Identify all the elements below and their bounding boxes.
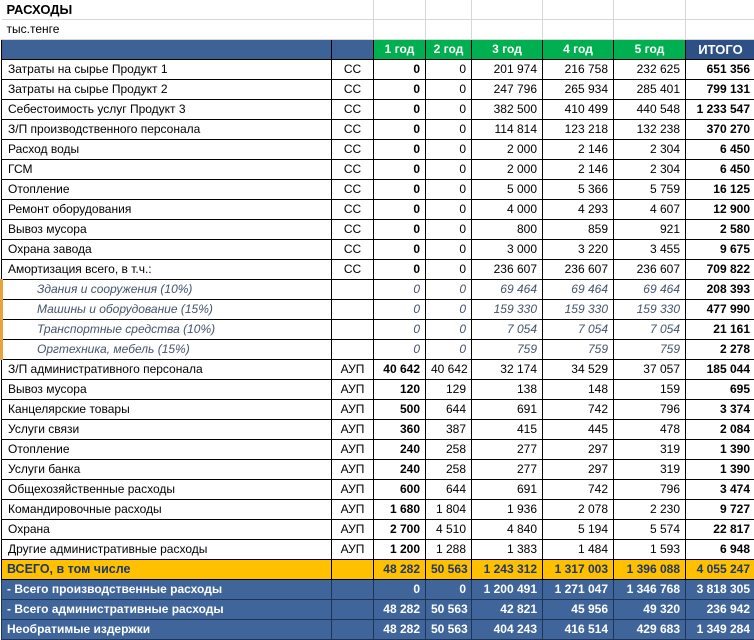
empty-cell — [472, 20, 543, 40]
header-year-3[interactable]: 3 год — [472, 40, 543, 60]
table-row — [2, 340, 754, 360]
table-row — [2, 460, 754, 480]
cell-label[interactable]: Вывоз мусора — [2, 380, 332, 400]
cell-year-3[interactable]: 201 974 — [472, 60, 543, 80]
cell-year-2[interactable]: 0 — [426, 180, 472, 200]
cell-category[interactable]: СС — [332, 200, 374, 220]
cell-total[interactable]: 1 349 284 — [686, 620, 754, 640]
cell-year-5[interactable]: 1 346 768 — [614, 580, 686, 600]
cell-year-3[interactable]: 247 796 — [472, 80, 543, 100]
summary-row — [2, 620, 754, 640]
cell-category[interactable] — [332, 560, 374, 580]
cell-year-5[interactable]: 319 — [614, 460, 686, 480]
cell-label[interactable]: Охрана — [2, 520, 332, 540]
table-row — [2, 120, 754, 140]
table-row — [2, 440, 754, 460]
cell-year-4[interactable]: 5 194 — [543, 520, 614, 540]
cell-total[interactable]: 1 233 547 — [686, 100, 754, 120]
cell-year-2[interactable]: 644 — [426, 400, 472, 420]
cell-year-5[interactable]: 232 625 — [614, 60, 686, 80]
cell-year-5[interactable]: 2 230 — [614, 500, 686, 520]
cell-total[interactable]: 12 900 — [686, 200, 754, 220]
cell-label[interactable]: - Всего производственные расходы — [2, 580, 332, 600]
cell-category[interactable]: АУП — [332, 520, 374, 540]
cell-year-4[interactable]: 69 464 — [543, 280, 614, 300]
cell-year-3[interactable]: 138 — [472, 380, 543, 400]
cell-year-2[interactable]: 0 — [426, 580, 472, 600]
cell-year-1[interactable]: 0 — [374, 320, 426, 340]
cell-category[interactable]: АУП — [332, 400, 374, 420]
table-row — [2, 80, 754, 100]
cell-total[interactable]: 6 450 — [686, 140, 754, 160]
cell-year-1[interactable]: 0 — [374, 140, 426, 160]
cell-year-4[interactable]: 1 484 — [543, 540, 614, 560]
cell-year-3[interactable]: 5 000 — [472, 180, 543, 200]
cell-total[interactable]: 3 474 — [686, 480, 754, 500]
cell-year-5[interactable]: 429 683 — [614, 620, 686, 640]
cell-year-4[interactable]: 216 758 — [543, 60, 614, 80]
cell-total[interactable]: 6 948 — [686, 540, 754, 560]
empty-cell — [426, 0, 472, 20]
empty-cell — [374, 20, 426, 40]
cell-year-3[interactable]: 42 821 — [472, 600, 543, 620]
cell-year-1[interactable]: 0 — [374, 60, 426, 80]
cell-label[interactable]: Канцелярские товары — [2, 400, 332, 420]
empty-cell — [686, 20, 754, 40]
cell-label[interactable]: Необратимые издержки — [2, 620, 332, 640]
cell-year-1[interactable]: 0 — [374, 180, 426, 200]
cell-year-2[interactable]: 387 — [426, 420, 472, 440]
cell-year-4[interactable]: 7 054 — [543, 320, 614, 340]
cell-label[interactable]: ВСЕГО, в том числе — [2, 560, 332, 580]
cell-year-3[interactable]: 32 174 — [472, 360, 543, 380]
table-row — [2, 520, 754, 540]
cell-label[interactable]: Оргтехника, мебель (15%) — [2, 340, 332, 360]
header-year-2[interactable]: 2 год — [426, 40, 472, 60]
cell-year-2[interactable]: 0 — [426, 100, 472, 120]
cell-year-3[interactable]: 277 — [472, 460, 543, 480]
cell-category[interactable]: СС — [332, 240, 374, 260]
cell-year-3[interactable]: 1 383 — [472, 540, 543, 560]
cell-year-4[interactable]: 265 934 — [543, 80, 614, 100]
cell-year-1[interactable]: 1 200 — [374, 540, 426, 560]
table-row — [2, 160, 754, 180]
cell-year-4[interactable]: 297 — [543, 460, 614, 480]
table-row — [2, 140, 754, 160]
cell-category[interactable]: СС — [332, 100, 374, 120]
cell-total[interactable]: 651 356 — [686, 60, 754, 80]
cell-year-5[interactable]: 440 548 — [614, 100, 686, 120]
cell-label[interactable]: ГСМ — [2, 160, 332, 180]
cell-year-4[interactable]: 2 146 — [543, 140, 614, 160]
cell-year-4[interactable]: 45 956 — [543, 600, 614, 620]
cell-year-3[interactable]: 236 607 — [472, 260, 543, 280]
cell-year-1[interactable]: 0 — [374, 580, 426, 600]
cell-label[interactable]: Здания и сооружения (10%) — [2, 280, 332, 300]
cell-year-5[interactable]: 3 455 — [614, 240, 686, 260]
cell-category[interactable]: АУП — [332, 420, 374, 440]
cell-year-1[interactable]: 360 — [374, 420, 426, 440]
header-spacer-category — [332, 40, 374, 60]
cell-category[interactable]: АУП — [332, 460, 374, 480]
cell-total[interactable]: 477 990 — [686, 300, 754, 320]
cell-total[interactable]: 2 278 — [686, 340, 754, 360]
cell-year-5[interactable]: 159 330 — [614, 300, 686, 320]
cell-total[interactable]: 9 675 — [686, 240, 754, 260]
cell-year-4[interactable]: 2 078 — [543, 500, 614, 520]
cell-year-3[interactable]: 7 054 — [472, 320, 543, 340]
cell-total[interactable]: 3 818 305 — [686, 580, 754, 600]
cell-year-5[interactable]: 159 — [614, 380, 686, 400]
cell-year-2[interactable]: 0 — [426, 120, 472, 140]
cell-year-5[interactable]: 5 759 — [614, 180, 686, 200]
cell-total[interactable]: 1 390 — [686, 460, 754, 480]
cell-category[interactable]: СС — [332, 140, 374, 160]
cell-year-3[interactable]: 1 200 491 — [472, 580, 543, 600]
cell-total[interactable]: 799 131 — [686, 80, 754, 100]
cell-year-4[interactable]: 4 293 — [543, 200, 614, 220]
cell-year-2[interactable]: 0 — [426, 300, 472, 320]
cell-label[interactable]: Отопление — [2, 440, 332, 460]
cell-year-2[interactable]: 0 — [426, 240, 472, 260]
cell-year-1[interactable]: 0 — [374, 340, 426, 360]
cell-year-3[interactable]: 1 243 312 — [472, 560, 543, 580]
cell-year-4[interactable]: 759 — [543, 340, 614, 360]
summary-rows — [2, 560, 754, 640]
cell-label[interactable]: - Всего административные расходы — [2, 600, 332, 620]
cell-label[interactable]: Себестоимость услуг Продукт 3 — [2, 100, 332, 120]
cell-year-1[interactable]: 0 — [374, 280, 426, 300]
cell-year-3[interactable]: 4 840 — [472, 520, 543, 540]
table-row — [2, 280, 754, 300]
cell-category[interactable] — [332, 300, 374, 320]
cell-year-4[interactable]: 859 — [543, 220, 614, 240]
cell-total[interactable]: 370 270 — [686, 120, 754, 140]
empty-cell — [614, 0, 686, 20]
cell-year-2[interactable]: 1 804 — [426, 500, 472, 520]
cell-year-2[interactable]: 0 — [426, 200, 472, 220]
cell-year-2[interactable]: 0 — [426, 320, 472, 340]
cell-label[interactable]: Другие административные расходы — [2, 540, 332, 560]
cell-year-1[interactable]: 0 — [374, 120, 426, 140]
cell-year-4[interactable]: 2 146 — [543, 160, 614, 180]
cell-year-2[interactable]: 0 — [426, 140, 472, 160]
cell-total[interactable]: 2 084 — [686, 420, 754, 440]
table-row — [2, 540, 754, 560]
cell-year-5[interactable]: 921 — [614, 220, 686, 240]
cell-label[interactable]: Охрана завода — [2, 240, 332, 260]
empty-cell — [332, 0, 374, 20]
cell-total[interactable]: 6 450 — [686, 160, 754, 180]
cell-total[interactable]: 4 055 247 — [686, 560, 754, 580]
cell-category[interactable]: АУП — [332, 500, 374, 520]
cell-category[interactable]: АУП — [332, 540, 374, 560]
table-row — [2, 300, 754, 320]
cell-category[interactable]: АУП — [332, 440, 374, 460]
cell-category[interactable]: СС — [332, 80, 374, 100]
cell-category[interactable]: СС — [332, 260, 374, 280]
cell-year-5[interactable]: 1 396 088 — [614, 560, 686, 580]
table-row — [2, 480, 754, 500]
cell-category[interactable]: СС — [332, 160, 374, 180]
cell-year-5[interactable]: 1 593 — [614, 540, 686, 560]
cell-year-1[interactable]: 500 — [374, 400, 426, 420]
cell-year-2[interactable]: 644 — [426, 480, 472, 500]
cell-year-3[interactable]: 4 000 — [472, 200, 543, 220]
summary-row — [2, 600, 754, 620]
table-row — [2, 180, 754, 200]
cell-total[interactable]: 208 393 — [686, 280, 754, 300]
data-rows — [2, 60, 754, 560]
title-row — [2, 0, 754, 20]
cell-total[interactable]: 1 390 — [686, 440, 754, 460]
cell-year-1[interactable]: 240 — [374, 440, 426, 460]
cell-year-3[interactable]: 69 464 — [472, 280, 543, 300]
table-row — [2, 500, 754, 520]
cell-label[interactable]: Услуги банка — [2, 460, 332, 480]
cell-total[interactable]: 185 044 — [686, 360, 754, 380]
cell-label[interactable]: Услуги связи — [2, 420, 332, 440]
cell-total[interactable]: 16 125 — [686, 180, 754, 200]
cell-year-2[interactable]: 50 563 — [426, 620, 472, 640]
cell-year-2[interactable]: 0 — [426, 220, 472, 240]
cell-year-5[interactable]: 759 — [614, 340, 686, 360]
cell-year-4[interactable]: 297 — [543, 440, 614, 460]
cell-year-1[interactable]: 0 — [374, 200, 426, 220]
cell-year-5[interactable]: 2 304 — [614, 160, 686, 180]
cell-year-2[interactable]: 4 510 — [426, 520, 472, 540]
cell-year-1[interactable]: 2 700 — [374, 520, 426, 540]
table-row — [2, 220, 754, 240]
cell-year-2[interactable]: 50 563 — [426, 600, 472, 620]
header-spacer-label — [2, 40, 332, 60]
cell-label[interactable]: Затраты на сырье Продукт 2 — [2, 80, 332, 100]
cell-year-4[interactable]: 416 514 — [543, 620, 614, 640]
page-title[interactable]: РАСХОДЫ — [2, 0, 332, 20]
cell-year-2[interactable]: 0 — [426, 260, 472, 280]
cell-year-2[interactable]: 0 — [426, 340, 472, 360]
cell-year-3[interactable]: 114 814 — [472, 120, 543, 140]
table-row — [2, 360, 754, 380]
header-year-5[interactable]: 5 год — [614, 40, 686, 60]
cell-year-5[interactable]: 236 607 — [614, 260, 686, 280]
cell-category[interactable] — [332, 620, 374, 640]
cell-year-5[interactable]: 319 — [614, 440, 686, 460]
summary-row — [2, 560, 754, 580]
cell-year-4[interactable]: 742 — [543, 480, 614, 500]
cell-year-5[interactable]: 7 054 — [614, 320, 686, 340]
cell-year-1[interactable]: 600 — [374, 480, 426, 500]
cell-category[interactable] — [332, 340, 374, 360]
empty-cell — [543, 20, 614, 40]
cell-label[interactable]: Отопление — [2, 180, 332, 200]
cell-year-5[interactable]: 478 — [614, 420, 686, 440]
cell-year-3[interactable]: 2 000 — [472, 160, 543, 180]
cell-year-1[interactable]: 48 282 — [374, 560, 426, 580]
cell-total[interactable]: 9 727 — [686, 500, 754, 520]
cell-category[interactable] — [332, 320, 374, 340]
cell-year-3[interactable]: 2 000 — [472, 140, 543, 160]
cell-category[interactable]: АУП — [332, 380, 374, 400]
cell-category[interactable]: СС — [332, 120, 374, 140]
cell-year-2[interactable]: 40 642 — [426, 360, 472, 380]
cell-category[interactable] — [332, 280, 374, 300]
cell-year-2[interactable]: 0 — [426, 80, 472, 100]
cell-year-5[interactable]: 796 — [614, 400, 686, 420]
cell-year-4[interactable]: 236 607 — [543, 260, 614, 280]
cell-year-1[interactable]: 48 282 — [374, 620, 426, 640]
cell-year-3[interactable]: 1 936 — [472, 500, 543, 520]
cell-label[interactable]: З/П производственного персонала — [2, 120, 332, 140]
table-row — [2, 380, 754, 400]
cell-total[interactable]: 709 822 — [686, 260, 754, 280]
cell-year-2[interactable]: 1 288 — [426, 540, 472, 560]
cell-label[interactable]: Общехозяйственные расходы — [2, 480, 332, 500]
table-row — [2, 200, 754, 220]
cell-category[interactable] — [332, 580, 374, 600]
cell-year-3[interactable]: 159 330 — [472, 300, 543, 320]
table-row — [2, 400, 754, 420]
empty-cell — [543, 0, 614, 20]
cell-category[interactable]: СС — [332, 180, 374, 200]
cell-year-2[interactable]: 50 563 — [426, 560, 472, 580]
cell-year-4[interactable]: 5 366 — [543, 180, 614, 200]
cell-year-3[interactable]: 3 000 — [472, 240, 543, 260]
cell-total[interactable]: 695 — [686, 380, 754, 400]
cell-year-3[interactable]: 691 — [472, 400, 543, 420]
cell-year-3[interactable]: 404 243 — [472, 620, 543, 640]
cell-year-5[interactable]: 37 057 — [614, 360, 686, 380]
cell-year-5[interactable]: 4 607 — [614, 200, 686, 220]
cell-year-1[interactable]: 0 — [374, 100, 426, 120]
cell-label[interactable]: Расход воды — [2, 140, 332, 160]
cell-year-5[interactable]: 2 304 — [614, 140, 686, 160]
cell-category[interactable] — [332, 600, 374, 620]
cell-year-5[interactable]: 285 401 — [614, 80, 686, 100]
column-header-row — [2, 40, 754, 60]
cell-year-5[interactable]: 796 — [614, 480, 686, 500]
summary-row — [2, 580, 754, 600]
empty-cell — [614, 20, 686, 40]
cell-category[interactable]: АУП — [332, 480, 374, 500]
cell-total[interactable]: 3 374 — [686, 400, 754, 420]
cell-label[interactable]: Командировочные расходы — [2, 500, 332, 520]
cell-year-1[interactable]: 0 — [374, 160, 426, 180]
table-row — [2, 320, 754, 340]
cell-total[interactable]: 2 580 — [686, 220, 754, 240]
cell-year-3[interactable]: 415 — [472, 420, 543, 440]
cell-label[interactable]: З/П административного персонала — [2, 360, 332, 380]
cell-label[interactable]: Ремонт оборудования — [2, 200, 332, 220]
units-label[interactable]: тыс.тенге — [2, 20, 332, 40]
cell-year-1[interactable]: 1 680 — [374, 500, 426, 520]
empty-cell — [374, 0, 426, 20]
table-row — [2, 240, 754, 260]
empty-cell — [426, 20, 472, 40]
cell-year-1[interactable]: 0 — [374, 260, 426, 280]
cell-year-4[interactable]: 1 317 003 — [543, 560, 614, 580]
cell-year-4[interactable]: 445 — [543, 420, 614, 440]
units-row — [2, 20, 754, 40]
cell-year-4[interactable]: 34 529 — [543, 360, 614, 380]
cell-year-4[interactable]: 3 220 — [543, 240, 614, 260]
table-row — [2, 100, 754, 120]
empty-cell — [686, 0, 754, 20]
cell-year-5[interactable]: 69 464 — [614, 280, 686, 300]
cell-year-1[interactable]: 0 — [374, 220, 426, 240]
cell-year-2[interactable]: 0 — [426, 280, 472, 300]
cell-year-3[interactable]: 277 — [472, 440, 543, 460]
cell-year-3[interactable]: 382 500 — [472, 100, 543, 120]
cell-year-2[interactable]: 0 — [426, 60, 472, 80]
cell-label[interactable]: Транспортные средства (10%) — [2, 320, 332, 340]
cell-total[interactable]: 22 817 — [686, 520, 754, 540]
header-year-4[interactable]: 4 год — [543, 40, 614, 60]
cell-year-3[interactable]: 691 — [472, 480, 543, 500]
cell-year-3[interactable]: 800 — [472, 220, 543, 240]
cell-year-1[interactable]: 120 — [374, 380, 426, 400]
cell-category[interactable]: СС — [332, 60, 374, 80]
cell-category[interactable]: СС — [332, 220, 374, 240]
cell-year-4[interactable]: 148 — [543, 380, 614, 400]
cell-total[interactable]: 236 942 — [686, 600, 754, 620]
cell-label[interactable]: Амортизация всего, в т.ч.: — [2, 260, 332, 280]
cell-year-2[interactable]: 0 — [426, 160, 472, 180]
table-row — [2, 420, 754, 440]
cell-year-1[interactable]: 0 — [374, 80, 426, 100]
cell-year-5[interactable]: 5 574 — [614, 520, 686, 540]
cell-year-2[interactable]: 258 — [426, 440, 472, 460]
cell-label[interactable]: Машины и оборудование (15%) — [2, 300, 332, 320]
cell-year-1[interactable]: 40 642 — [374, 360, 426, 380]
cell-year-4[interactable]: 1 271 047 — [543, 580, 614, 600]
cell-year-2[interactable]: 258 — [426, 460, 472, 480]
cell-year-1[interactable]: 240 — [374, 460, 426, 480]
cell-category[interactable]: АУП — [332, 360, 374, 380]
table-row — [2, 60, 754, 80]
empty-cell — [472, 0, 543, 20]
cell-year-4[interactable]: 742 — [543, 400, 614, 420]
cell-year-4[interactable]: 410 499 — [543, 100, 614, 120]
cell-total[interactable]: 21 161 — [686, 320, 754, 340]
cell-year-5[interactable]: 132 238 — [614, 120, 686, 140]
cell-year-2[interactable]: 129 — [426, 380, 472, 400]
header-year-1[interactable]: 1 год — [374, 40, 426, 60]
cell-year-4[interactable]: 123 218 — [543, 120, 614, 140]
cell-year-4[interactable]: 159 330 — [543, 300, 614, 320]
cell-label[interactable]: Затраты на сырье Продукт 1 — [2, 60, 332, 80]
cell-year-1[interactable]: 0 — [374, 300, 426, 320]
cell-year-3[interactable]: 759 — [472, 340, 543, 360]
cell-year-1[interactable]: 0 — [374, 240, 426, 260]
cell-year-1[interactable]: 48 282 — [374, 600, 426, 620]
cell-year-5[interactable]: 49 320 — [614, 600, 686, 620]
header-total[interactable]: ИТОГО — [686, 40, 754, 60]
table-row — [2, 260, 754, 280]
cell-label[interactable]: Вывоз мусора — [2, 220, 332, 240]
empty-cell — [332, 20, 374, 40]
